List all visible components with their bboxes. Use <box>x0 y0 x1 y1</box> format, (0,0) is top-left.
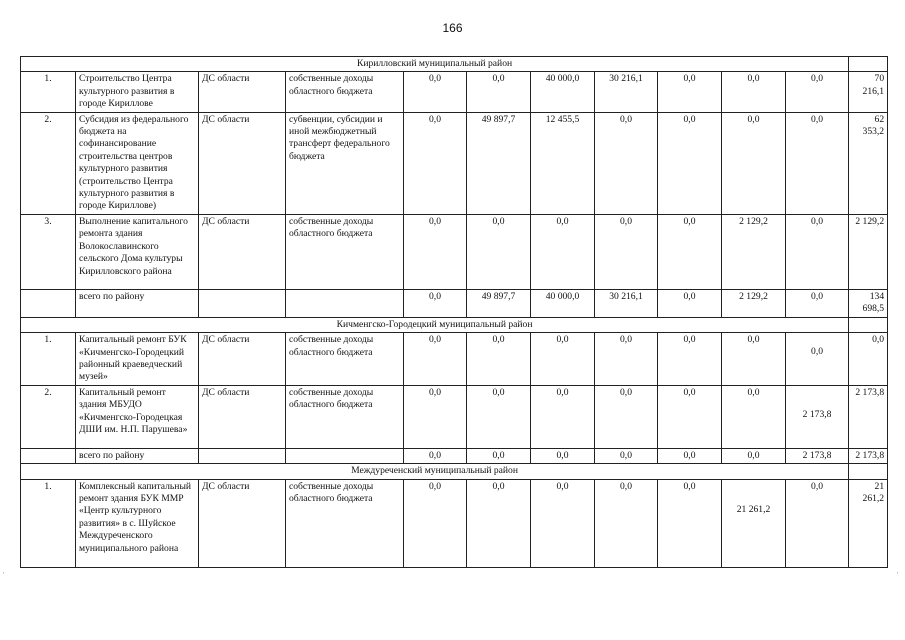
value-cell: 0,0 <box>595 385 658 448</box>
responsible-org: ДС области <box>199 112 286 214</box>
value-cell: 0,0 <box>467 385 531 448</box>
value-cell: 0,0 <box>467 479 531 567</box>
value-cell: 0,0 <box>404 72 467 112</box>
value-cell: 0,0 <box>658 112 722 214</box>
value-cell: 0,0 <box>658 72 722 112</box>
section-header-row <box>21 464 888 479</box>
value-cell: 0,0 <box>786 479 849 567</box>
subtotal-row <box>21 448 888 463</box>
value-cell <box>786 333 849 386</box>
value-cell: 0,0 <box>404 385 467 448</box>
value-text: 2 173,8 <box>802 408 832 420</box>
value-cell: 0,0 <box>786 72 849 112</box>
value-cell: 2 129,2 <box>722 214 786 289</box>
funding-source: собственные доходы областного бюджета <box>286 479 404 567</box>
row-number: 1. <box>21 333 76 386</box>
value-cell: 40 000,0 <box>531 72 595 112</box>
budget-table <box>20 56 888 568</box>
value-cell: 0,0 <box>658 214 722 289</box>
total-cell: 0,0 <box>849 333 888 386</box>
row-number: 1. <box>21 72 76 112</box>
funding-source: собственные доходы областного бюджета <box>286 214 404 289</box>
value-cell: 0,0 <box>595 112 658 214</box>
subtotal-value: 0,0 <box>404 289 467 317</box>
section-title: Кичменгско-Городецкий муниципальный район <box>21 317 849 332</box>
subtotal-value: 49 897,7 <box>467 289 531 317</box>
total-cell: 21 261,2 <box>849 479 888 567</box>
project-name: Капитальный ремонт здания МБУДО «Кичменгско-Городецкая ДШИ им. Н.П. Парушева» <box>76 385 199 448</box>
subtotal-value: 0,0 <box>658 448 722 463</box>
table-row <box>21 72 888 112</box>
subtotal-value: 0,0 <box>786 289 849 317</box>
value-cell: 0,0 <box>531 214 595 289</box>
project-name: Выполнение капитального ремонта здания Волокославинского сельского Дома культуры Кирилловского района <box>76 214 199 289</box>
project-name: Комплексный капитальный ремонт здания БУК ММР «Центр культурного развития» в с. Шуйское Междуреченского муниципального района <box>76 479 199 567</box>
project-name: Капитальный ремонт БУК «Кичменгско-Городецкий районный краеведческий музей» <box>76 333 199 386</box>
empty-cell <box>286 448 404 463</box>
value-cell: 0,0 <box>786 214 849 289</box>
value-cell: 12 455,5 <box>531 112 595 214</box>
empty-cell <box>286 289 404 317</box>
value-cell: 0,0 <box>531 333 595 386</box>
empty-cell <box>21 448 76 463</box>
value-cell: 0,0 <box>404 333 467 386</box>
empty-cell <box>21 289 76 317</box>
subtotal-value: 0,0 <box>658 289 722 317</box>
value-cell <box>722 479 786 567</box>
responsible-org: ДС области <box>199 479 286 567</box>
total-cell: 70 216,1 <box>849 72 888 112</box>
responsible-org: ДС области <box>199 333 286 386</box>
row-number: 2. <box>21 385 76 448</box>
section-header-row <box>21 317 888 332</box>
value-text: 0,0 <box>811 346 824 358</box>
value-cell: 0,0 <box>467 72 531 112</box>
total-cell: 2 129,2 <box>849 214 888 289</box>
subtotal-label: всего по району <box>76 448 199 463</box>
funding-source: собственные доходы областного бюджета <box>286 385 404 448</box>
subtotal-label: всего по району <box>76 289 199 317</box>
table-row <box>21 479 888 567</box>
subtotal-value: 2 129,2 <box>722 289 786 317</box>
total-cell: 62 353,2 <box>849 112 888 214</box>
row-number: 3. <box>21 214 76 289</box>
section-blank-cell <box>849 317 888 332</box>
value-cell: 0,0 <box>722 112 786 214</box>
value-cell: 49 897,7 <box>467 112 531 214</box>
section-header-row <box>21 57 888 72</box>
value-cell: 0,0 <box>722 385 786 448</box>
table-row <box>21 385 888 448</box>
subtotal-value: 0,0 <box>404 448 467 463</box>
value-cell: 0,0 <box>595 333 658 386</box>
section-title: Кирилловский муниципальный район <box>21 57 849 72</box>
subtotal-value: 30 216,1 <box>595 289 658 317</box>
row-number: 2. <box>21 112 76 214</box>
subtotal-total: 134 698,5 <box>849 289 888 317</box>
value-cell: 0,0 <box>595 214 658 289</box>
total-cell: 2 173,8 <box>849 385 888 448</box>
value-cell: 0,0 <box>467 333 531 386</box>
subtotal-value: 0,0 <box>467 448 531 463</box>
funding-source: собственные доходы областного бюджета <box>286 333 404 386</box>
scan-margin-mark: ˌ <box>896 565 899 574</box>
value-cell: 0,0 <box>658 385 722 448</box>
value-cell: 0,0 <box>404 214 467 289</box>
subtotal-value: 0,0 <box>531 448 595 463</box>
project-name: Субсидия из федерального бюджета на софинансирование строительства центров культурного развития (строительство Центра культурного развития в городе Кириллове) <box>76 112 199 214</box>
value-cell: 0,0 <box>531 479 595 567</box>
value-cell: 30 216,1 <box>595 72 658 112</box>
section-blank-cell <box>849 464 888 479</box>
scan-margin-mark: ˌ <box>2 565 5 574</box>
subtotal-value: 40 000,0 <box>531 289 595 317</box>
value-cell: 0,0 <box>404 479 467 567</box>
funding-source: субвенции, субсидии и иной межбюджетный трансферт федерального бюджета <box>286 112 404 214</box>
value-cell: 0,0 <box>595 479 658 567</box>
section-title: Междуреченский муниципальный район <box>21 464 849 479</box>
responsible-org: ДС области <box>199 72 286 112</box>
table-row <box>21 112 888 214</box>
subtotal-value: 0,0 <box>722 448 786 463</box>
subtotal-value: 2 173,8 <box>786 448 849 463</box>
funding-source: собственные доходы областного бюджета <box>286 72 404 112</box>
responsible-org: ДС области <box>199 214 286 289</box>
subtotal-total: 2 173,8 <box>849 448 888 463</box>
value-cell: 0,0 <box>531 385 595 448</box>
value-cell: 0,0 <box>467 214 531 289</box>
empty-cell <box>199 289 286 317</box>
value-cell: 0,0 <box>722 333 786 386</box>
page-number: 166 <box>442 21 463 35</box>
value-text: 21 261,2 <box>736 503 771 515</box>
subtotal-row <box>21 289 888 317</box>
value-cell: 0,0 <box>658 333 722 386</box>
row-number: 1. <box>21 479 76 567</box>
project-name: Строительство Центра культурного развития в городе Кириллове <box>76 72 199 112</box>
table-row <box>21 333 888 386</box>
value-cell: 0,0 <box>658 479 722 567</box>
empty-cell <box>199 448 286 463</box>
subtotal-value: 0,0 <box>595 448 658 463</box>
value-cell <box>786 385 849 448</box>
value-cell: 0,0 <box>404 112 467 214</box>
responsible-org: ДС области <box>199 385 286 448</box>
table-row <box>21 214 888 289</box>
value-cell: 0,0 <box>722 72 786 112</box>
value-cell: 0,0 <box>786 112 849 214</box>
section-blank-cell <box>849 57 888 72</box>
